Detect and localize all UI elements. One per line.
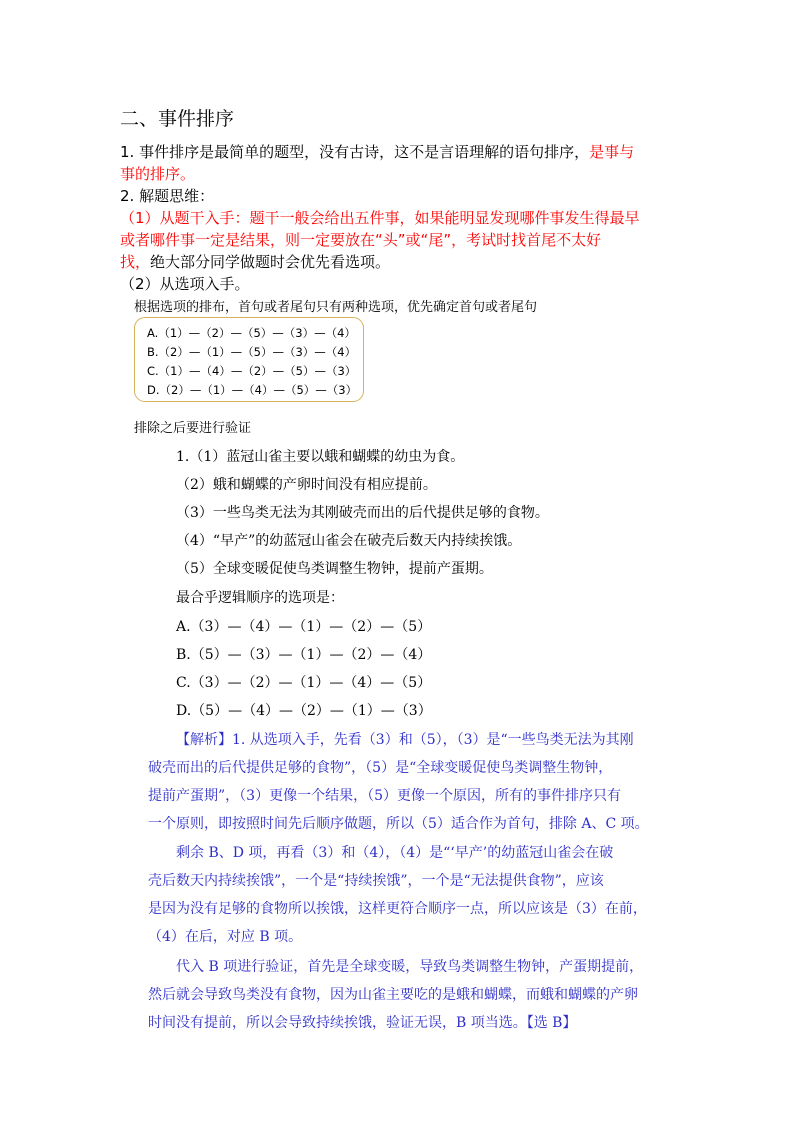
option-box-item: A.（1）—（2）—（5）—（3）—（4）: [147, 326, 356, 340]
analysis-line: 代入 B 项进行验证，首先是全球变暖，导致鸟类调整生物钟，产蛋期提前，: [176, 959, 644, 975]
question-choice-c: C.（3）—（2）—（1）—（4）—（5）: [176, 675, 432, 691]
option-box-item: B.（2）—（1）—（5）—（3）—（4）: [147, 345, 357, 359]
question-sentence-2: （2）蛾和蝴蝶的产卵时间没有相应提前。: [176, 477, 437, 493]
analysis-line: 时间没有提前，所以会导致持续挨饿，验证无误，B 项当选。【选 B】: [148, 1015, 577, 1031]
question-choice-a: A.（3）—（4）—（1）—（2）—（5）: [176, 619, 432, 635]
method-1-red-tail: 找，: [120, 253, 151, 271]
analysis-line: 壳后数天内持续挨饿”，一个是“持续挨饿”，一个是“无法提供食物”，应该: [148, 873, 604, 889]
option-box: [134, 317, 364, 402]
question-sentence-3: （3）一些鸟类无法为其刚破壳而出的后代提供足够的食物。: [176, 505, 549, 521]
question-choice-b: B.（5）—（3）—（1）—（2）—（4）: [176, 647, 432, 663]
analysis-line: 然后就会导致鸟类没有食物，因为山雀主要吃的是蛾和蝴蝶，而蛾和蝴蝶的产卵: [148, 987, 638, 1003]
point-1-line-1: [120, 141, 634, 163]
point-2-title: 2. 解题思维：: [120, 187, 215, 205]
analysis-line: 剩余 B、D 项，再看（3）和（4），（4）是“‘早产’的幼蓝冠山雀会在破: [176, 845, 614, 861]
question-sentence-5: （5）全球变暖促使鸟类调整生物钟，提前产蛋期。: [176, 561, 493, 577]
question-prompt: 最合乎逻辑顺序的选项是：: [176, 590, 344, 606]
method-1-line-2: 或者哪件事一定是结果，则一定要放在“头”或“尾”，考试时找首尾不太好: [120, 231, 602, 249]
question-sentence-1: 1.（1）蓝冠山雀主要以蛾和蝴蝶的幼虫为食。: [176, 449, 465, 465]
point-1-text: 1. 事件排序是最简单的题型，没有古诗，这不是言语理解的语句排序，: [120, 143, 590, 161]
analysis-line: 提前产蛋期”，（3）更像一个结果，（5）更像一个原因，所有的事件排序只有: [148, 788, 621, 804]
method-2: （2）从选项入手。: [120, 275, 250, 293]
analysis-line: 破壳而出的后代提供足够的食物”，（5）是“全球变暖促使鸟类调整生物钟，: [148, 760, 613, 776]
analysis-line: 【解析】1. 从选项入手，先看（3）和（5），（3）是“一些鸟类无法为其刚: [176, 732, 634, 748]
question-choice-d: D.（5）—（4）—（2）—（1）—（3）: [176, 703, 432, 719]
analysis-line: （4）在后，对应 B 项。: [148, 929, 303, 945]
analysis-line: 一个原则，即按照时间先后顺序做题，所以（5）适合作为首句，排除 A、C 项。: [148, 816, 649, 832]
options-note: 根据选项的排布，首句或者尾句只有两种选项，优先确定首句或者尾句: [134, 300, 538, 315]
analysis-line: 是因为没有足够的食物所以挨饿，这样更符合顺序一点，所以应该是（3）在前，: [148, 901, 647, 917]
option-box-item: D.（2）—（1）—（4）—（5）—（3）: [147, 383, 358, 397]
point-1-highlight-a: 是事与: [589, 143, 635, 161]
option-box-item: C.（1）—（4）—（2）—（5）—（3）: [147, 364, 357, 378]
method-1-black-tail: 绝大部分同学做题时会优先看选项。: [150, 253, 391, 271]
verify-note: 排除之后要进行验证: [134, 421, 252, 436]
question-sentence-4: （4）“早产”的幼蓝冠山雀会在破壳后数天内持续挨饿。: [176, 533, 522, 549]
method-1-line-1: （1）从题干入手：题干一般会给出五件事，如果能明显发现哪件事发生得最早: [120, 209, 640, 227]
section-heading: 二、事件排序: [120, 108, 235, 130]
method-1-line-3: [120, 251, 390, 273]
point-1-highlight-b: 事的排序。: [120, 165, 196, 183]
